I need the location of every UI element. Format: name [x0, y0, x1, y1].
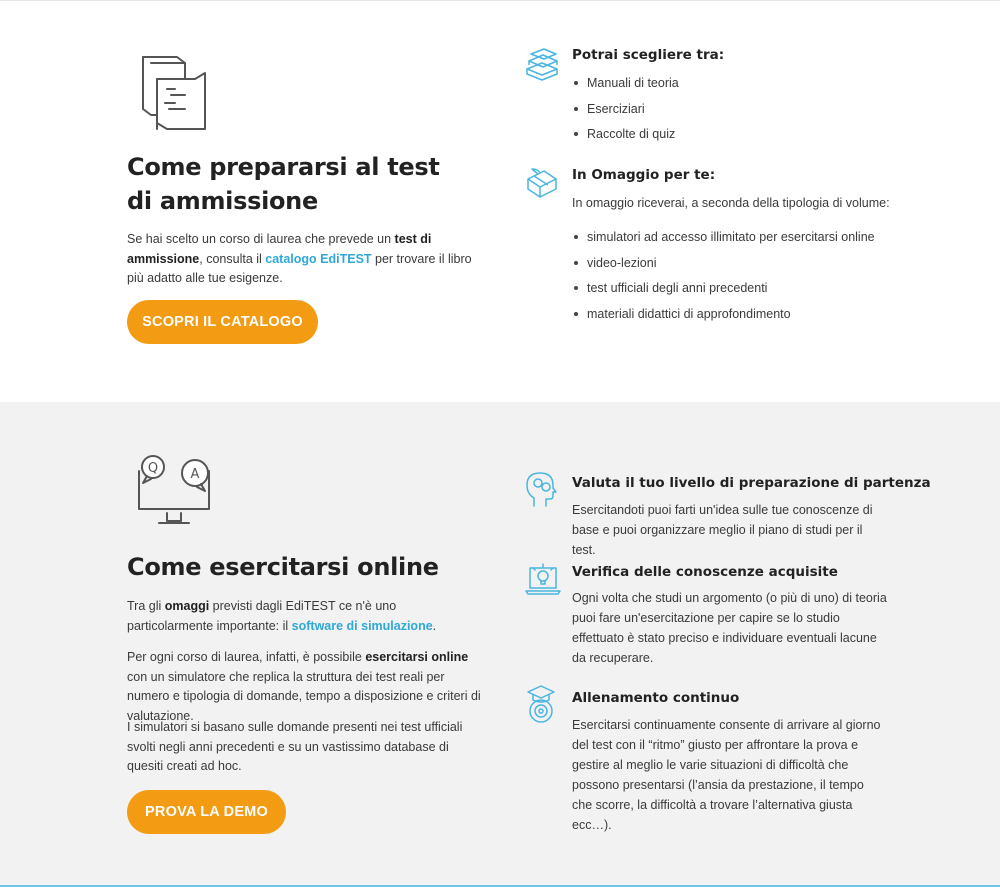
list-item: Manuali di teoria	[574, 73, 679, 99]
gift-title: In Omaggio per te:	[572, 167, 716, 183]
para-text: Per ogni corso di laurea, infatti, è possibile	[127, 650, 366, 664]
feature-text: Esercitarsi continuamente consente di arrivare al giorno del test con il “ritmo” giusto per affrontare la prova e gestire al meglio le varie situazioni di difficoltà che possono presentarsi (l’ansia da prestazione, il tempo che scorre, la difficoltà a trovare l’alternativa giusta ecc…).	[572, 718, 881, 832]
svg-text:Q: Q	[147, 461, 159, 476]
list-item: test ufficiali degli anni precedenti	[574, 278, 875, 304]
list-item: Raccolte di quiz	[574, 124, 679, 150]
para-text: Tra gli	[127, 599, 165, 613]
page-title: Come prepararsi al test di ammissione	[127, 153, 440, 215]
books-icon	[135, 49, 215, 131]
practice-section	[0, 402, 1000, 889]
head-qa-icon	[524, 470, 560, 508]
catalog-link[interactable]: catalogo EdiTEST	[265, 251, 372, 266]
stacked-books-icon	[524, 47, 560, 81]
feature-title: Valuta il tuo livello di preparazione di partenza	[572, 475, 931, 491]
database-paragraph: I simulatori si basano sulle domande presenti nei test ufficiali svolti negli anni precedenti e su un vastissimo database di quesiti creati ad hoc.	[127, 720, 463, 773]
catalog-description	[127, 230, 482, 289]
simulator-paragraph	[127, 648, 487, 726]
para-text: .	[432, 618, 437, 633]
gift-list	[574, 227, 875, 329]
feature-text: Ogni volta che studi un argomento (o più di uno) di teoria puoi fare un'esercitazione per capire se lo studio effettuato è stato preciso e individuare eventuali lacune da recuperare.	[572, 591, 887, 665]
simulation-software-link[interactable]: software di simulazione	[291, 618, 433, 633]
choose-title: Potrai scegliere tra:	[572, 47, 725, 63]
section-title: Come esercitarsi online	[127, 553, 439, 581]
feature-title: Verifica delle conoscenze acquisite	[572, 564, 838, 580]
desc-text: per trovare il libro più adatto alle tue esigenze.	[127, 251, 472, 285]
graduation-target-icon	[524, 684, 558, 724]
desc-text: Se hai scelto un corso di laurea che prevede un	[127, 232, 395, 246]
choose-list	[574, 73, 679, 150]
list-item: video-lezioni	[574, 253, 875, 279]
para-bold: omaggi	[164, 599, 210, 613]
para-text: con un simulatore che replica la struttura dei test reali per numero e tipologia di domande, tempo a disposizione e criteri di valutazione.	[127, 669, 481, 723]
gift-icon	[524, 165, 560, 201]
desc-bold: test di ammissione	[127, 232, 432, 266]
gift-intro: In omaggio riceverai, a seconda della tipologia di volume:	[572, 196, 890, 210]
para-text: previsti dagli EdiTEST ce n'è uno particolarmente importante: il	[127, 599, 397, 633]
footer-divider	[0, 885, 1000, 889]
desc-text: , consulta il	[199, 251, 266, 266]
laptop-bulb-icon	[524, 562, 562, 598]
feature-text: Esercitandoti puoi farti un'idea sulle tue conoscenze di base e puoi organizzare meglio il piano di studi per il test.	[572, 503, 873, 557]
list-item: Eserciziari	[574, 99, 679, 125]
list-item: simulatori ad accesso illimitato per esercitarsi online	[574, 227, 875, 253]
omaggi-paragraph	[127, 597, 482, 636]
qa-monitor-icon	[133, 451, 217, 531]
discover-catalog-button[interactable]: SCOPRI IL CATALOGO	[127, 300, 318, 344]
feature-title: Allenamento continuo	[572, 690, 740, 706]
prepare-section	[0, 0, 1000, 402]
svg-text:A: A	[190, 467, 200, 482]
para-bold: esercitarsi online	[365, 650, 469, 664]
try-demo-button[interactable]: PROVA LA DEMO	[127, 790, 286, 834]
list-item: materiali didattici di approfondimento	[574, 304, 875, 330]
